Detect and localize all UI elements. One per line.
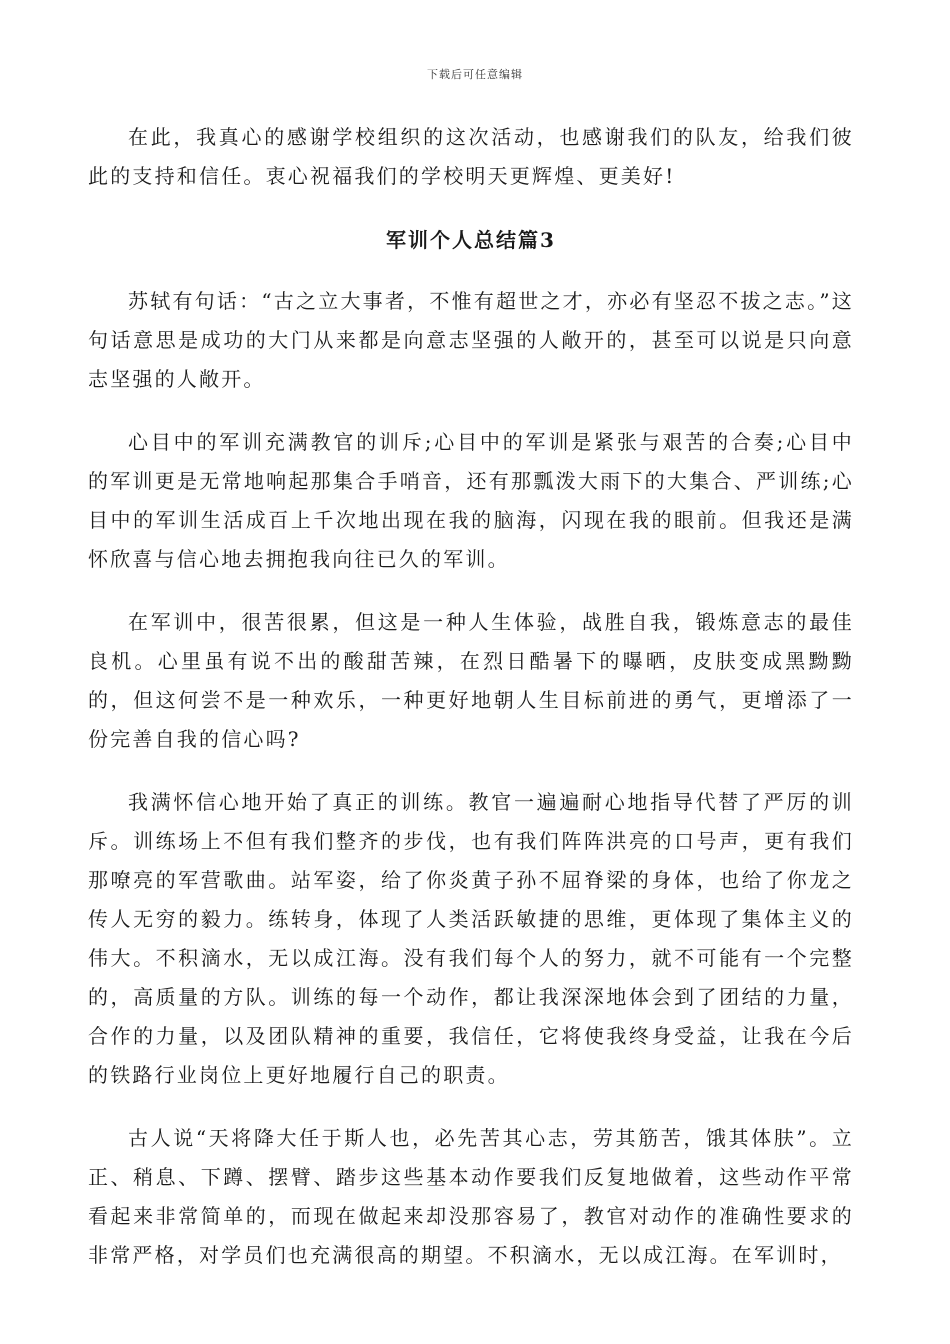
paragraph-3: 在军训中，很苦很累，但这是一种人生体验，战胜自我，锻炼意志的最佳良机。心里虽有说不出的酸甜苦辣，在烈日酷暑下的曝晒，皮肤变成黑黝黝的，但这何尝不是一种欢乐，一种更好地朝人生目标前进的勇气，更增添了一份完善自我的信心吗? — [88, 610, 854, 751]
section-title: 军训个人总结篇3 — [386, 228, 556, 252]
closing-paragraph: 在此，我真心的感谢学校组织的这次活动，也感谢我们的队友，给我们彼此的支持和信任。衷心祝福我们的学校明天更辉煌、更美好! — [88, 125, 854, 188]
document-body — [88, 118, 854, 1299]
header-note: 下载后可任意编辑 — [427, 68, 523, 81]
paragraph-5: 古人说“天将降大任于斯人也，必先苦其心志，劳其筋苦，饿其体肤”。立正、稍息、下蹲、摆臂、踏步这些基本动作要我们反复地做着，这些动作平常看起来非常简单的，而现在做起来却没那容易了，教官对动作的准确性要求的非常严格，对学员们也充满很高的期望。不积滴水，无以成江海。在军训时， — [88, 1126, 854, 1267]
paragraph-4: 我满怀信心地开始了真正的训练。教官一遍遍耐心地指导代替了严厉的训斥。训练场上不但有我们整齐的步伐，也有我们阵阵洪亮的口号声，更有我们那嘹亮的军营歌曲。站军姿，给了你炎黄子孙不屈脊梁的身体，也给了你龙之传人无穷的毅力。练转身，体现了人类活跃敏捷的思维，更体现了集体主义的伟大。不积滴水，无以成江海。没有我们每个人的努力，就不可能有一个完整的，高质量的方队。训练的每一个动作，都让我深深地体会到了团结的力量，合作的力量，以及团队精神的重要，我信任，它将使我终身受益，让我在今后的铁路行业岗位上更好地履行自己的职责。 — [88, 790, 854, 1087]
paragraph-2: 心目中的军训充满教官的训斥;心目中的军训是紧张与艰苦的合奏;心目中的军训更是无常地响起那集合手哨音，还有那瓢泼大雨下的大集合、严训练;心目中的军训生活成百上千次地出现在我的脑海，闪现在我的眼前。但我还是满怀欣喜与信心地去拥抱我向往已久的军训。 — [88, 430, 854, 571]
paragraph-1: 苏轼有句话：“古之立大事者，不惟有超世之才，亦必有坚忍不拔之志。”这句话意思是成功的大门从来都是向意志坚强的人敞开的，甚至可以说是只向意志坚强的人敞开。 — [88, 289, 854, 391]
